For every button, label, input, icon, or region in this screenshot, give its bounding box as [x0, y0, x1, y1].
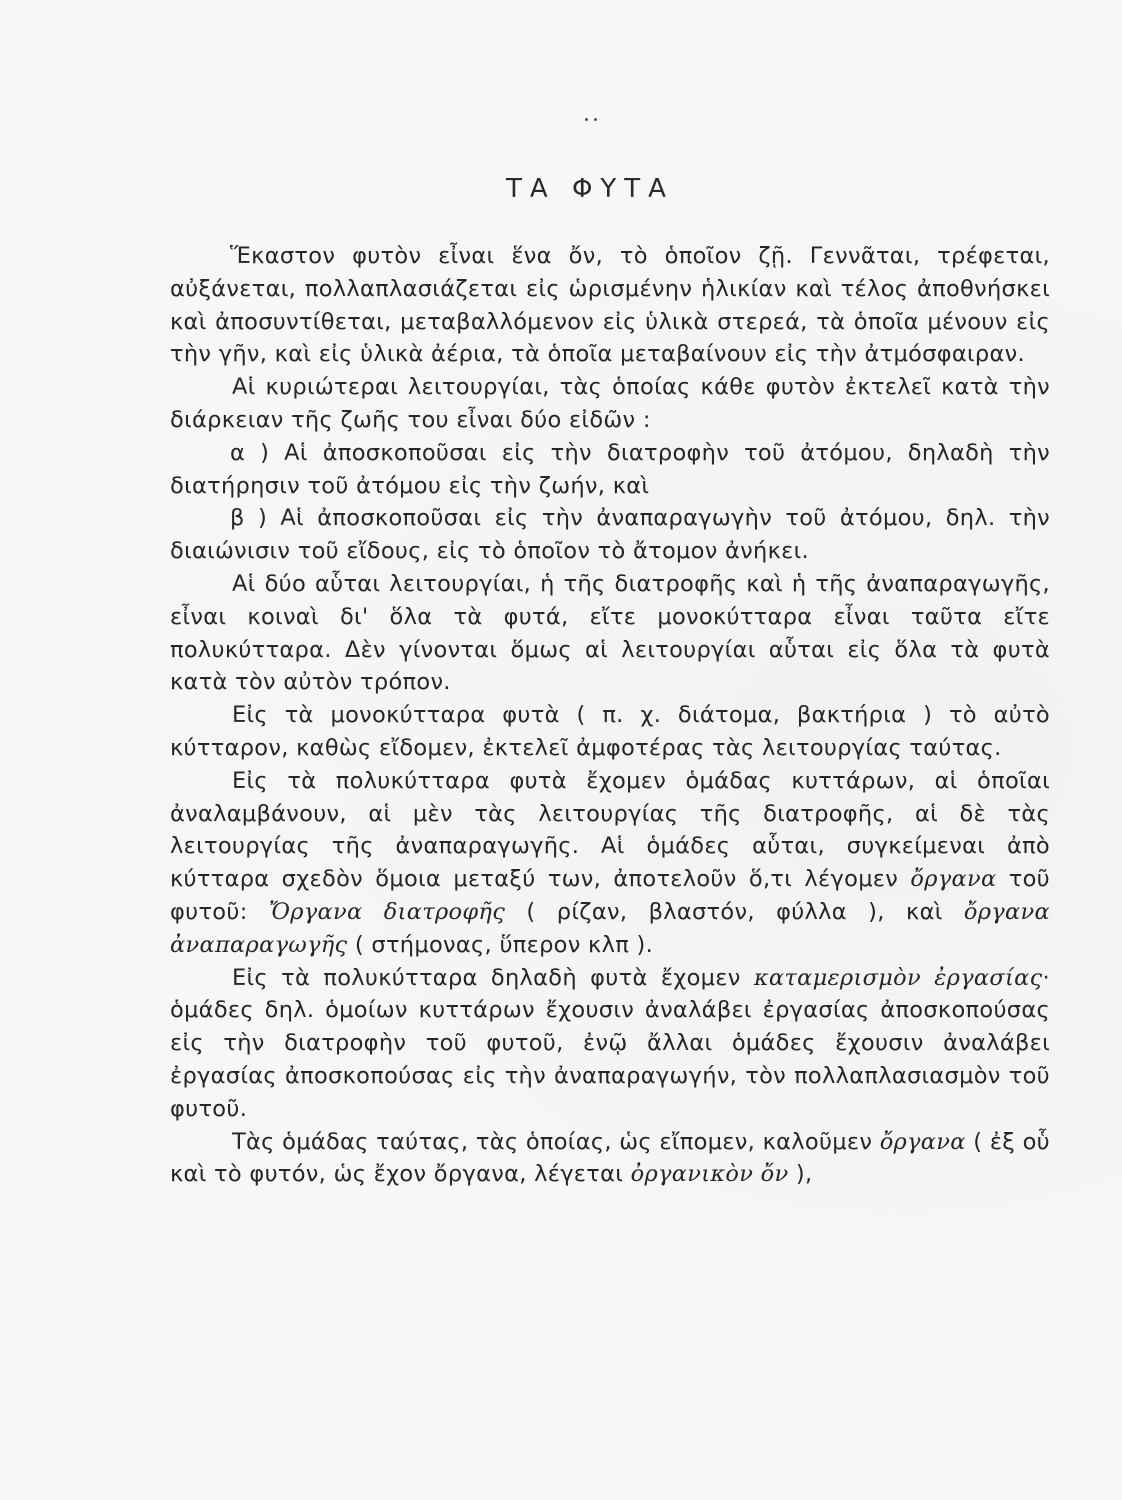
paragraph-5: Αἱ δύο αὗται λειτουργίαι, ἡ τῆς διατροφῆς καὶ ἡ τῆς ἀναπαραγωγῆς, εἶναι κοιναὶ δι' ὅλα τὰ φυτά, εἴτε μονοκύτταρα εἶναι ταῦτα εἴτε πολυκύτταρα. Δὲν γίνονται ὅμως αἱ λειτουργίαι αὗται εἰς ὅλα τὰ φυτὰ κατὰ τὸν αὐτὸν τρόπον. — [170, 570, 1050, 696]
text-run: Εἰς τὰ πολυκύτταρα φυτὰ ἔχομεν ὁμάδας κυττάρων, αἱ ὁποῖαι ἀναλαμβάνουν, αἱ μὲν τὰς λειτουργίας τῆς διατροφῆς, αἱ δὲ τὰς λειτουργίας τῆς ἀναπαραγωγῆς. Αἱ ὁμάδες αὗται, συγκείμεναι ἀπὸ κύτταρα σχεδὸν ὅμοια μεταξύ των, ἀποτελοῦν ὅ,τι λέγομεν — [170, 767, 1050, 893]
text-run: ( στήμονας, ὕπερον κλπ ). — [347, 931, 654, 958]
ink-speck — [594, 118, 597, 121]
text-run: ( ρίζαν, βλαστόν, φύλλα ), καὶ — [505, 898, 964, 925]
paragraph-9 — [170, 1126, 1050, 1192]
paragraph-2: Αἱ κυριώτεραι λειτουργίαι, τὰς ὁποίας κάθε φυτὸν ἐκτελεῖ κατὰ τὴν διάρκειαν τῆς ζωῆς του εἶναι δύο εἰδῶν : — [170, 374, 1050, 433]
ink-speck — [585, 118, 588, 121]
italic-term: καταμερισμὸν ἐργασίας — [753, 964, 1043, 991]
italic-term: ὄργανα ἀναπαραγωγῆς — [170, 898, 1051, 958]
paragraph-8 — [170, 962, 1050, 1126]
text-run: τοῦ φυτοῦ: — [170, 866, 1050, 925]
text-run: ), — [788, 1161, 813, 1188]
text-run: Εἰς τὰ πολυκύτταρα δηλαδὴ φυτὰ ἔχομεν — [232, 964, 754, 991]
page-title: ΤΑ ΦΥΤΑ — [506, 174, 674, 204]
list-item-b: β ) Αἱ ἀποσκοποῦσαι εἰς τὴν ἀναπαραγωγὴν τοῦ ἀτόμου, δηλ. τὴν διαιώνισιν τοῦ εἴδους, εἰς τὸ ὁποῖον τὸ ἄτομον ἀνήκει. — [170, 505, 1050, 565]
paragraph-1: Ἕκαστον φυτὸν εἶναι ἕνα ὄν, τὸ ὁποῖον ζῇ. Γεννᾶται, τρέφεται, αὐξάνεται, πολλαπλασιάζεται εἰς ὡρισμένην ἡλικίαν καὶ τέλος ἀποθνήσκει καὶ ἀποσυντίθεται, μεταβαλλόμενον εἰς ὑλικὰ στερεά, τὰ ὁποῖα μένουν εἰς τὴν γῆν, καὶ εἰς ὑλικὰ ἀέρια, τὰ ὁποῖα μεταβαίνουν εἰς τὴν ἀτμόσφαιραν. — [170, 243, 1050, 368]
italic-term: ὀργανικὸν ὄν — [630, 1161, 789, 1188]
italic-term: ὄργανα — [879, 1128, 966, 1155]
list-item-a: α ) Αἱ ἀποσκοποῦσαι εἰς τὴν διατροφὴν τοῦ ἀτόμου, δηλαδὴ τὴν διατήρησιν τοῦ ἀτόμου εἰς τὴν ζωήν, καὶ — [170, 439, 1050, 499]
italic-term: Ὄργανα διατροφῆς — [268, 898, 506, 925]
text-run: ( ἐξ οὗ καὶ τὸ φυτόν, ὡς ἔχον ὄργανα, λέγεται — [170, 1128, 1050, 1188]
body-text — [170, 240, 1050, 1191]
text-run: Τὰς ὁμάδας ταύτας, τὰς ὁποίας, ὡς εἴπομεν, καλοῦμεν — [232, 1128, 880, 1155]
paragraph-6: Εἰς τὰ μονοκύτταρα φυτὰ ( π. χ. διάτομα, βακτήρια ) τὸ αὐτὸ κύτταρον, καθὼς εἴδομεν, ἐκτελεῖ ἀμφοτέρας τὰς λειτουργίας ταύτας. — [170, 702, 1050, 761]
italic-term: ὄργανα — [910, 866, 997, 893]
text-run: · ὁμάδες δηλ. ὁμοίων κυττάρων ἔχουσιν ἀναλάβει ἐργασίας ἀποσκοπούσας εἰς τὴν διατροφὴν τοῦ φυτοῦ, ἐνῷ ἄλλαι ὁμάδες ἔχουσιν ἀναλάβει ἐργασίας ἀποσκοπούσας εἰς τὴν ἀναπαραγωγήν, τὸν πολλαπλασιασμὸν τοῦ φυτοῦ. — [170, 964, 1050, 1122]
paragraph-7 — [170, 765, 1050, 962]
